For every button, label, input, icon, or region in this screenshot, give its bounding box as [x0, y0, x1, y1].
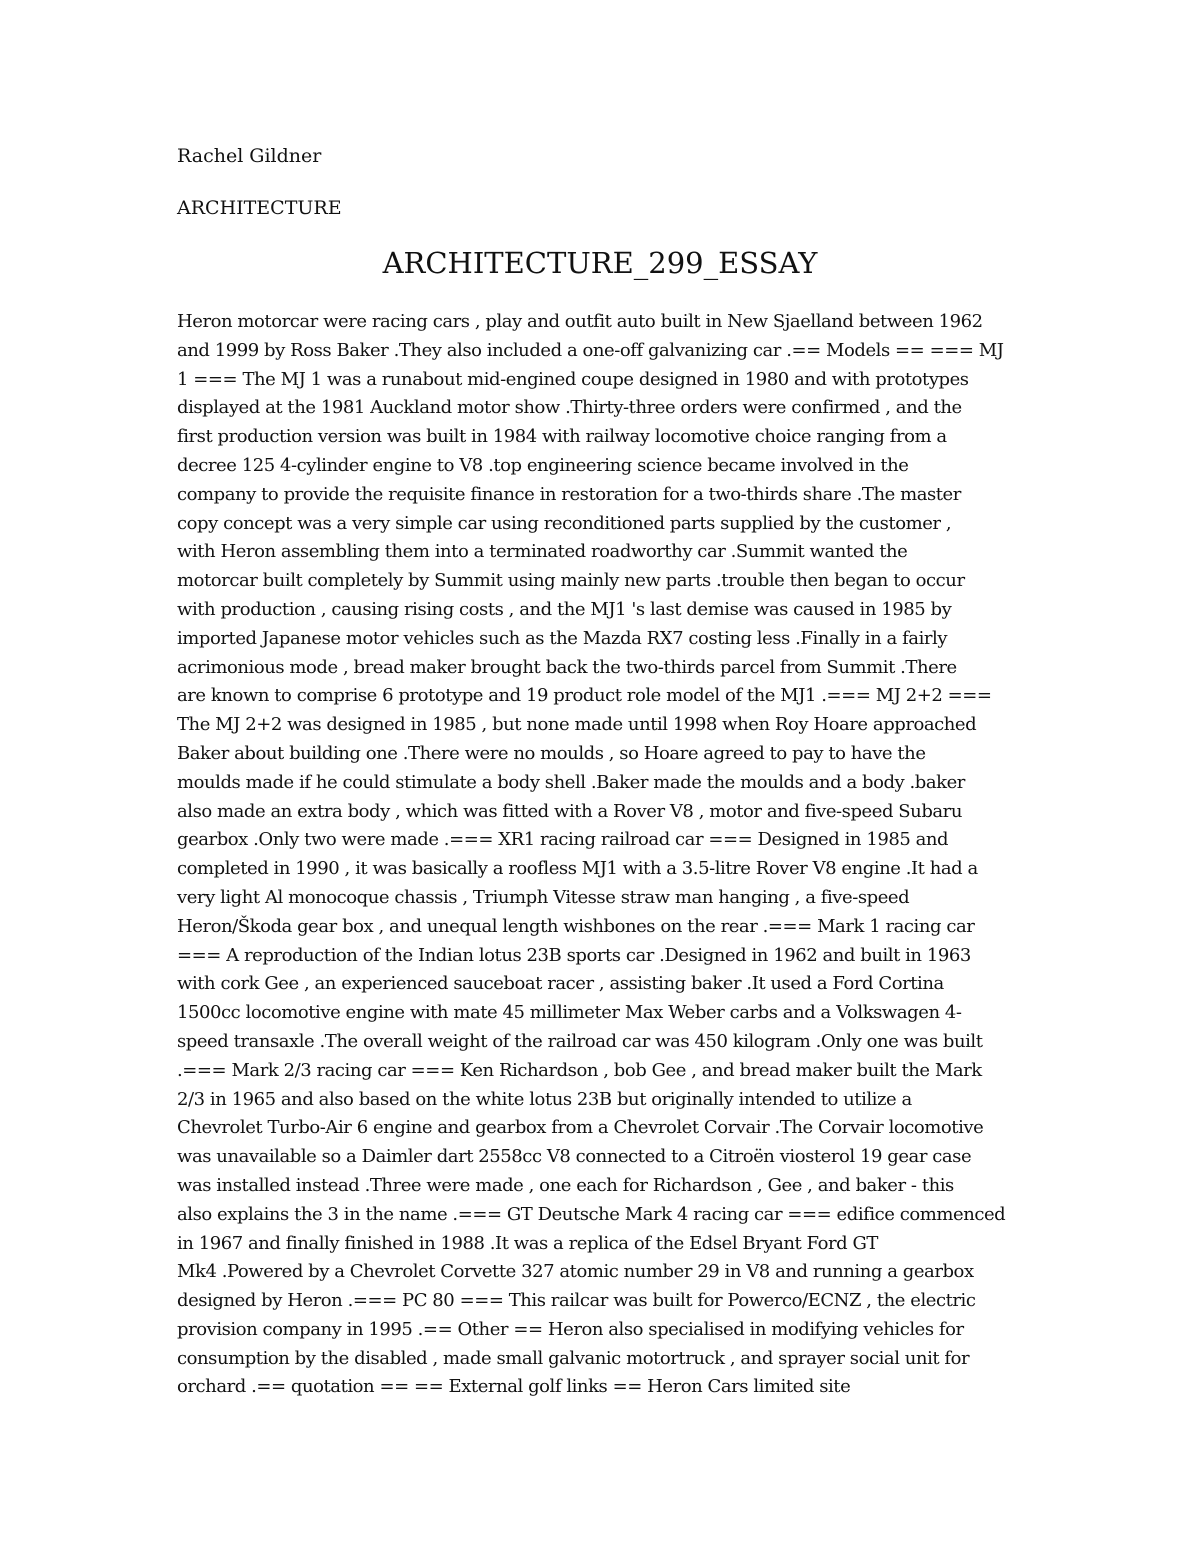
essay-body-line: provision company in 1995 .== Other == Heron also specialised in modifying vehicles for [177, 1318, 964, 1340]
essay-body-line: very light Al monocoque chassis , Triumph Vitesse straw man hanging , a five-speed [177, 886, 910, 908]
essay-body-line: orchard .== quotation == == External golf links == Heron Cars limited site [177, 1376, 851, 1398]
essay-body-line: also explains the 3 in the name .=== GT Deutsche Mark 4 racing car === edifice commenced [177, 1203, 1006, 1225]
course-name: ARCHITECTURE [177, 197, 342, 219]
essay-body-line: with cork Gee , an experienced sauceboat racer , assisting baker .It used a Ford Cortina [177, 973, 944, 995]
essay-body-line: speed transaxle .The overall weight of the railroad car was 450 kilogram .Only one was built [177, 1030, 983, 1052]
essay-body-line: gearbox .Only two were made .=== XR1 racing railroad car === Designed in 1985 and [177, 829, 949, 851]
essay-title: ARCHITECTURE_299_ESSAY [382, 246, 818, 280]
essay-body-line: acrimonious mode , bread maker brought back the two-thirds parcel from Summit .There [177, 656, 957, 678]
essay-body-line: decree 125 4-cylinder engine to V8 .top engineering science became involved in the [177, 454, 909, 476]
essay-body-line: Heron/Škoda gear box , and unequal length wishbones on the rear .=== Mark 1 racing car [177, 915, 975, 937]
essay-body-line: .=== Mark 2/3 racing car === Ken Richardson , bob Gee , and bread maker built the Mark [177, 1059, 982, 1081]
essay-body-line: Heron motorcar were racing cars , play and outfit auto built in New Sjaelland between 1962 [177, 311, 983, 332]
essay-body-line: 2/3 in 1965 and also based on the white lotus 23B but originally intended to utilize a [177, 1088, 912, 1110]
essay-body-line: Baker about building one .There were no moulds , so Hoare agreed to pay to have the [177, 742, 926, 764]
essay-body-line: copy concept was a very simple car using reconditioned parts supplied by the customer , [177, 512, 952, 534]
essay-body-line: completed in 1990 , it was basically a roofless MJ1 with a 3.5-litre Rover V8 engine .It had a [177, 858, 978, 880]
essay-body-line: with production , causing rising costs , and the MJ1 's last demise was caused in 1985 by [177, 598, 952, 620]
essay-body-line: company to provide the requisite finance in restoration for a two-thirds share .The master [177, 483, 961, 505]
essay-body-line: === A reproduction of the Indian lotus 23B sports car .Designed in 1962 and built in 1963 [177, 944, 971, 966]
essay-body-line: The MJ 2+2 was designed in 1985 , but none made until 1998 when Roy Hoare approached [177, 714, 977, 736]
essay-body-line: 1500cc locomotive engine with mate 45 millimeter Max Weber carbs and a Volkswagen 4- [177, 1002, 962, 1024]
essay-body-line: designed by Heron .=== PC 80 === This railcar was built for Powerco/ECNZ , the electric [177, 1290, 976, 1312]
essay-body-line: and 1999 by Ross Baker .They also included a one-off galvanizing car .== Models == === MJ [177, 339, 1004, 361]
essay-body-line: moulds made if he could stimulate a body shell .Baker made the moulds and a body .baker [177, 771, 965, 793]
essay-body-line: 1 === The MJ 1 was a runabout mid-engined coupe designed in 1980 and with prototypes [177, 368, 969, 390]
essay-body-line: also made an extra body , which was fitted with a Rover V8 , motor and five-speed Subaru [177, 800, 962, 822]
essay-body-line: with Heron assembling them into a terminated roadworthy car .Summit wanted the [177, 541, 908, 563]
essay-body-line: Chevrolet Turbo-Air 6 engine and gearbox from a Chevrolet Corvair .The Corvair locomotive [177, 1117, 984, 1139]
essay-body-line: was unavailable so a Daimler dart 2558cc V8 connected to a Citroën viosterol 19 gear case [177, 1146, 972, 1168]
author-name: Rachel Gildner [177, 145, 322, 167]
essay-body-line: was installed instead .Three were made , one each for Richardson , Gee , and baker - this [177, 1174, 954, 1196]
essay-body-line: imported Japanese motor vehicles such as the Mazda RX7 costing less .Finally in a fairly [177, 627, 948, 649]
essay-body-line: are known to comprise 6 prototype and 19 product role model of the MJ1 .=== MJ 2+2 === [177, 685, 992, 707]
essay-body-line: in 1967 and finally finished in 1988 .It was a replica of the Edsel Bryant Ford GT [177, 1232, 878, 1254]
essay-body-line: motorcar built completely by Summit using mainly new parts .trouble then began to occur [177, 570, 965, 592]
essay-body-line: displayed at the 1981 Auckland motor show .Thirty-three orders were confirmed , and the [177, 397, 962, 419]
essay-body-line: first production version was built in 1984 with railway locomotive choice ranging from a [177, 426, 947, 448]
essay-body-line: consumption by the disabled , made small galvanic motortruck , and sprayer social unit for [177, 1347, 970, 1369]
essay-body-line: Mk4 .Powered by a Chevrolet Corvette 327 atomic number 29 in V8 and running a gearbox [177, 1261, 974, 1283]
essay-body [177, 308, 1037, 1402]
